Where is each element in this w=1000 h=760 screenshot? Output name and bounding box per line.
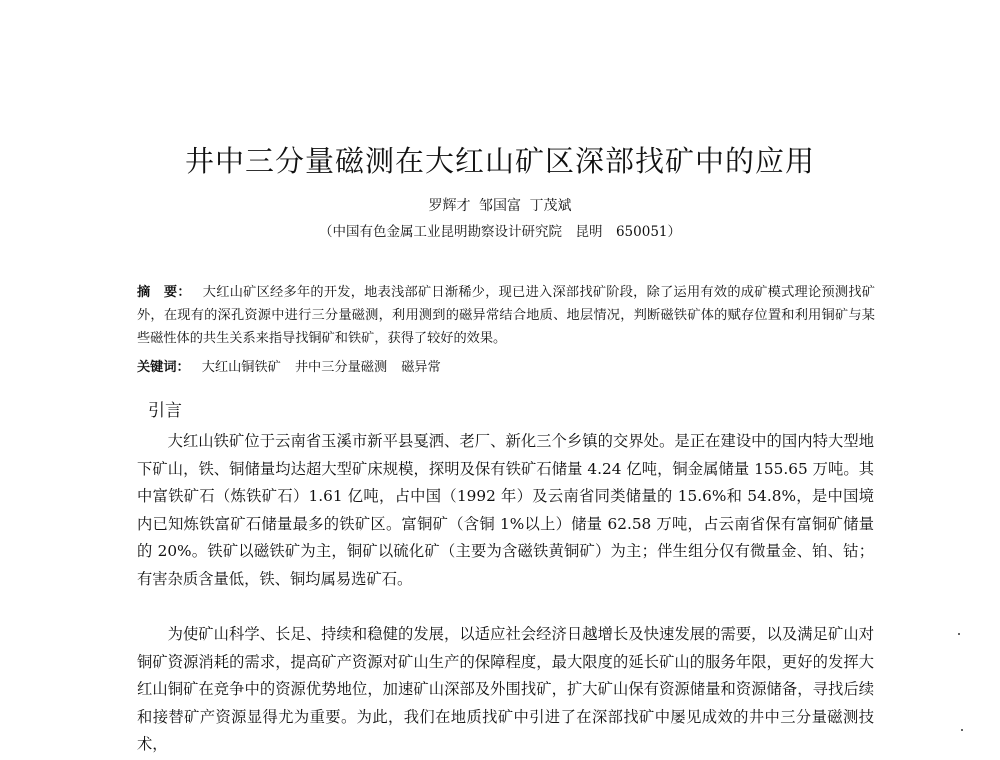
paper-title: 井中三分量磁测在大红山矿区深部找矿中的应用 <box>184 144 815 178</box>
author-list <box>0 197 1000 215</box>
keywords <box>137 358 875 378</box>
abstract-label: 摘 要： <box>137 285 191 300</box>
scan-artifact-dot <box>958 633 960 635</box>
body-paragraph: 大红山铁矿位于云南省玉溪市新平县戛洒、老厂、新化三个乡镇的交界处。是正在建设中的国内特大型地下矿山，铁、铜储量均达超大型矿床规模，探明及保有铁矿石储量 4.24 亿吨，铜金属储量 155.65 万吨。其中富铁矿石（炼铁矿石）1.61 亿吨，占中国（1992 年）及云南省同类储量的 15.6%和 54.8%，是中国境内已知炼铁富矿石储量最多的铁矿区。富铜矿（含铜 1%以上）储量 62.58 万吨，占云南省保有富铜矿储量的 20%。铁矿以磁铁矿为主，铜矿以硫化矿（主要为含磁铁黄铜矿）为主；伴生组分仅有微量金、铂、钴；有害杂质含量低，铁、铜均属易选矿石。 <box>137 432 874 588</box>
keyword: 井中三分量磁测 <box>294 360 388 375</box>
scan-artifact-dot <box>961 729 963 731</box>
keywords-label: 关键词： <box>137 360 190 375</box>
author-name: 罗辉才 <box>428 198 471 214</box>
author-affiliation: （中国有色金属工业昆明勘察设计研究院 昆明 650051） <box>318 224 682 240</box>
section-heading-introduction: 引言 <box>148 401 182 421</box>
abstract <box>137 281 875 350</box>
abstract-text: 大红山矿区经多年的开发，地表浅部矿日渐稀少，现已进入深部找矿阶段，除了运用有效的成矿模式理论预测找矿外，在现有的深孔资源中进行三分量磁测，利用测到的磁异常结合地质、地层情况，判断磁铁矿体的赋存位置和利用铜矿与某些磁性体的共生关系来指导找铜矿和铁矿，获得了较好的效果。 <box>137 285 875 346</box>
keyword: 大红山铜铁矿 <box>201 360 281 375</box>
keyword: 磁异常 <box>401 360 441 375</box>
body-paragraph: 为使矿山科学、长足、持续和稳健的发展，以适应社会经济日越增长及快速发展的需要，以及满足矿山对铜矿资源消耗的需求，提高矿产资源对矿山生产的保障程度，最大限度的延长矿山的服务年限，更好的发挥大红山铜矿在竞争中的资源优势地位，加速矿山深部及外围找矿，扩大矿山保有资源储量和资源储备，寻找后续和接替矿产资源显得尤为重要。为此，我们在地质找矿中引进了在深部找矿中屡见成效的井中三分量磁测技术， <box>137 625 874 753</box>
author-name: 邹国富 <box>479 198 521 214</box>
author-name: 丁茂斌 <box>529 198 572 214</box>
